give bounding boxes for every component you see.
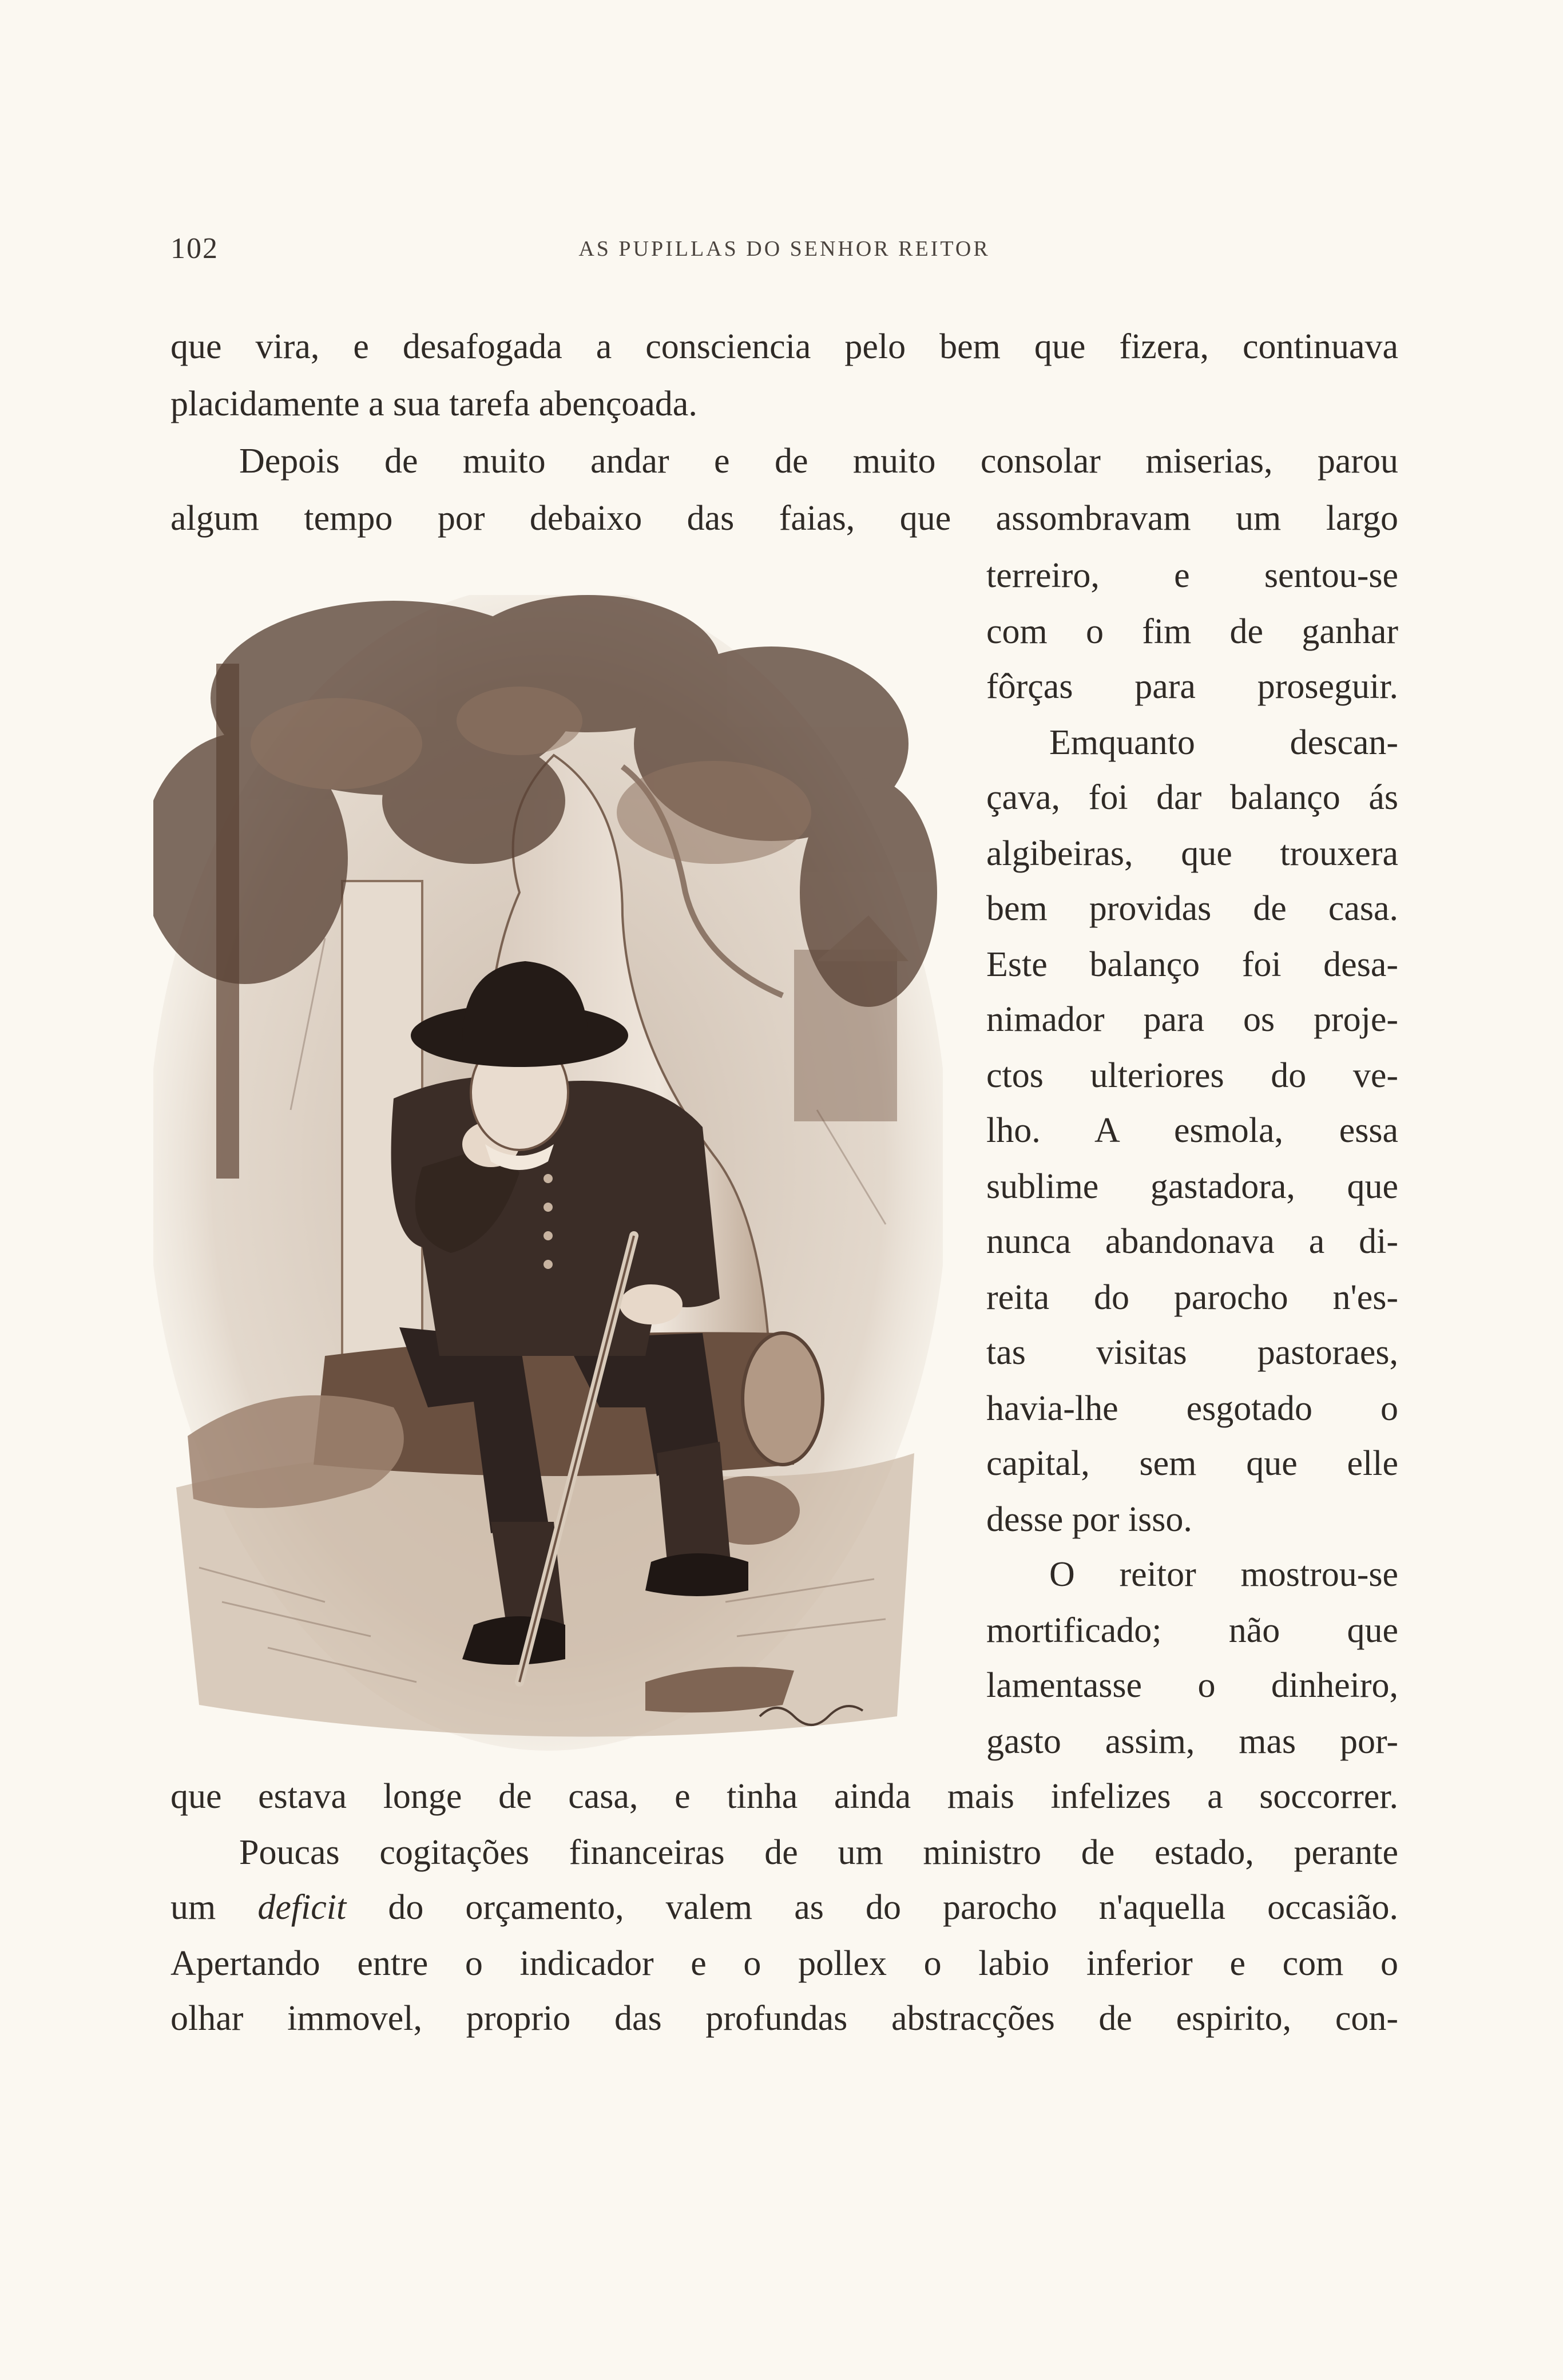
text-line — [170, 1885, 1398, 1930]
text-line: Poucas cogitações financeiras de um ministro de estado, perante — [239, 1833, 1398, 1872]
text-line: O reitor mostrou-se — [1049, 1555, 1398, 1594]
text-line: bem providas de casa. — [986, 889, 1398, 928]
text-line: olhar immovel, proprio das profundas abstracções de espirito, con- — [170, 1999, 1398, 2038]
text-span: um — [170, 1888, 258, 1927]
page-header — [170, 232, 1398, 266]
illustration-seated-priest — [153, 595, 943, 1768]
text-line: que estava longe de casa, e tinha ainda mais infelizes a soccorrer. — [170, 1777, 1398, 1816]
text-line: Emquanto descan- — [1049, 723, 1398, 762]
text-line: nimador para os proje- — [986, 1000, 1398, 1039]
text-line: terreiro, e sentou-se — [986, 556, 1398, 595]
text-line: algibeiras, que trouxera — [986, 834, 1398, 873]
text-line: placidamente a sua tarefa abençoada. — [170, 384, 697, 423]
text-line: tas visitas pastoraes, — [986, 1333, 1398, 1372]
running-title: AS PUPILLAS DO SENHOR REITOR — [578, 237, 990, 261]
text-span: do orçamento, valem as do parocho n'aquella occasião. — [346, 1888, 1398, 1927]
text-line: algum tempo por debaixo das faias, que assombravam um largo — [170, 499, 1398, 538]
illustration-drawing — [153, 595, 943, 1768]
text-line: reita do parocho n'es- — [986, 1278, 1398, 1317]
text-line: nunca abandonava a di- — [986, 1222, 1398, 1261]
text-line: mortificado; não que — [986, 1611, 1398, 1650]
text-line: desse por isso. — [986, 1500, 1192, 1539]
text-line: Apertando entre o indicador e o pollex o labio inferior e com o — [170, 1944, 1398, 1983]
text-line: lamentasse o dinheiro, — [986, 1666, 1398, 1705]
text-line: capital, sem que elle — [986, 1444, 1398, 1483]
text-line: havia-lhe esgotado o — [986, 1389, 1398, 1428]
text-line: com o fim de ganhar — [986, 612, 1398, 651]
text-line: sublime gastadora, que — [986, 1167, 1398, 1206]
text-line: fôrças para proseguir. — [986, 667, 1398, 706]
text-line: Depois de muito andar e de muito consolar miserias, parou — [239, 442, 1398, 481]
text-line: ctos ulteriores do ve- — [986, 1056, 1398, 1095]
text-line: gasto assim, mas por- — [986, 1722, 1398, 1761]
italic-word: deficit — [257, 1888, 347, 1927]
text-line: çava, foi dar balanço ás — [986, 778, 1398, 817]
text-line: Este balanço foi desa- — [986, 945, 1398, 984]
page-number: 102 — [170, 232, 219, 265]
text-line: que vira, e desafogada a consciencia pelo bem que fizera, continuava — [170, 327, 1398, 366]
text-line: lho. A esmola, essa — [986, 1111, 1398, 1150]
